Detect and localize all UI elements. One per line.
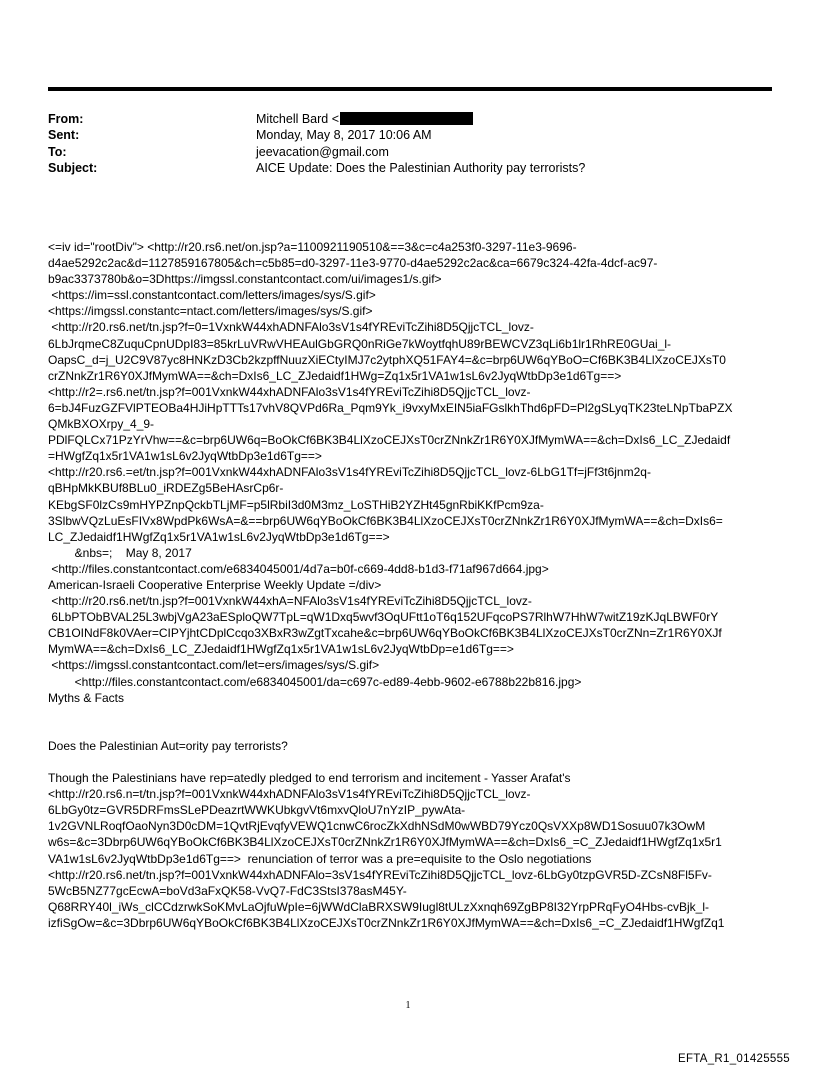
subject-row bbox=[48, 160, 772, 176]
body-line: PDlFQLCx71PzYrVhw==&c=brp6UW6q=BoOkCf6BK3B4LlXzoCEJXsT0crZNnkZr1R6Y0XJfMymWA==&ch=DxIs6_LC_ZJedaidf bbox=[48, 433, 731, 448]
body-line: <http://r20.rs6.net/tn.jsp?f=001VxnkW44xhA=NFAlo3sV1s4fYREviTcZihi8D5QjjcTCL_lovz- bbox=[48, 594, 532, 609]
body-line: izfiSgOw=&c=3Dbrp6UW6qYBoOkCf6BK3B4LlXzoCEJXsT0crZNnkZr1R6Y0XJfMymWA==&ch=DxIs6_=C_ZJedaidf1HWgfZq1 bbox=[48, 915, 725, 930]
body-line: MymWA==&ch=DxIs6_LC_ZJedaidf1HWgfZq1x5r1VA1w1sL6v2JyqWtbDp=e1d6Tg==> bbox=[48, 642, 514, 657]
subject-label: Subject: bbox=[48, 161, 98, 176]
from-value bbox=[256, 111, 772, 127]
subject-value: AICE Update: Does the Palestinian Authority pay terrorists? bbox=[256, 161, 586, 176]
body-line: Though the Palestinians have rep=atedly pledged to end terrorism and incitement - Yasser Arafat's bbox=[48, 771, 571, 786]
body-line: <https://im=ssl.constantcontact.com/letters/images/sys/S.gif> bbox=[48, 288, 376, 303]
to-label: To: bbox=[48, 144, 67, 159]
body-line: <http://r20.rs6.net/tn.jsp?f=001VxnkW44xhADNFAlo=3sV1s4fYREviTcZihi8D5QjjcTCL_lovz-6LbGy0tzpGVR5D-ZCsN8Fl5Fv- bbox=[48, 867, 712, 882]
body-line: b9ac3373780b&o=3Dhttps://imgssl.constantcontact.com/ui/images1/s.gif> bbox=[48, 272, 442, 287]
body-line: 5WcB5NZ77gcEcwA=boVd3aFxQK58-VvQ7-FdC3StsI378asM45Y- bbox=[48, 883, 407, 898]
body-line: &nbs=; May 8, 2017 bbox=[48, 545, 192, 560]
body-line: <https://imgssl.constantc=ntact.com/letters/images/sys/S.gif> bbox=[48, 304, 373, 319]
to-value: jeevacation@gmail.com bbox=[256, 144, 389, 159]
body-line: American-Israeli Cooperative Enterprise Weekly Update =/div> bbox=[48, 577, 382, 592]
body-line: OapsC_d=j_U2C9V87yc8HNKzD3Cb2kzpffNuuzXiECtyIMJ7c2ytphXQ51FAY4=&c=brp6UW6qYBoO=Cf6BK3B4LlXzoCEJXsT0 bbox=[48, 352, 726, 367]
body-line: w6s=&c=3Dbrp6UW6qYBoOkCf6BK3B4LlXzoCEJXsT0crZNnkZr1R6Y0XJfMymWA==&ch=DxIs6_=C_ZJedaidf1HWgfZq1x5r1 bbox=[48, 835, 722, 850]
body-line: 6LbJrqmeC8ZuquCpnUDpI83=85krLuVRwVHEAulGbGRQ0nRiGe7kWoytfqhU89rBEWCVZ3qLi6b1lr1RhRE0GUai_l- bbox=[48, 336, 672, 351]
body-line: =HWgfZq1x5r1VA1w1sL6v2JyqWtbDp3e1d6Tg==> bbox=[48, 449, 322, 464]
body-line: 6=bJ4FuzGZFVlPTEOBa4HJiHpTTTs17vhV8QVPd6Ra_Pqm9Yk_i9vxyMxEIN5iaFGslkhThd6pFD=Pl2gSLyqTK23teLNpTbaPZX bbox=[48, 400, 733, 415]
body-line bbox=[48, 754, 778, 770]
body-line: <http://files.constantcontact.com/e6834045001/da=c697c-ed89-4ebb-9602-e6788b22b816.jpg> bbox=[48, 674, 582, 689]
body-line: <http://r2=.rs6.net/tn.jsp?f=001VxnkW44xhADNFAlo3sV1s4fYREviTcZihi8D5QjjcTCL_lovz- bbox=[48, 384, 531, 399]
from-row bbox=[48, 111, 772, 127]
document-id: EFTA_R1_01425555 bbox=[678, 1053, 790, 1065]
body-line bbox=[48, 722, 778, 738]
body-line: Does the Palestinian Aut=ority pay terrorists? bbox=[48, 738, 288, 753]
sender-name: Mitchell Bard < bbox=[256, 112, 340, 126]
body-line: VA1w1sL6v2JyqWtbDp3e1d6Tg==> renunciation of terror was a pre=equisite to the Oslo negotiations bbox=[48, 851, 592, 866]
body-line: crZNnkZr1R6Y0XJfMymWA==&ch=DxIs6_LC_ZJedaidf1HWg=Zq1x5r1VA1w1sL6v2JyqWtbDp3e1d6Tg==> bbox=[48, 368, 622, 383]
body-line: <http://r20.rs6.net/tn.jsp?f=0=1VxnkW44xhADNFAlo3sV1s4fYREviTcZihi8D5QjjcTCL_lovz- bbox=[48, 320, 534, 335]
body-line: qBHpMkKBUf8BLu0_iRDEZg5BeHAsrCp6r- bbox=[48, 481, 284, 496]
body-line: 6LbGy0tz=GVR5DRFmsSLePDeazrtWWKUbkgvVt6mxvQloU7nYzIP_pywAta- bbox=[48, 803, 466, 818]
body-line: Myths & Facts bbox=[48, 690, 125, 705]
body-line: QMkBXOXrpy_4_9- bbox=[48, 417, 155, 432]
body-line: <http://r20.rs6.=et/tn.jsp?f=001VxnkW44xhADNFAlo3sV1s4fYREviTcZihi8D5QjjcTCL_lovz-6LbG1Tf=jFf3t6jnm2q- bbox=[48, 465, 651, 480]
body-line: d4ae5292c2ac&d=1127859167805&ch=c5b85=d0-3297-11e3-9770-d4ae5292c2ac&ca=6679c324-42fa-4dcf-ac97- bbox=[48, 256, 658, 271]
body-line: <http://files.constantcontact.com/e6834045001/4d7a=b0f-c669-4dd8-b1d3-f71af967d664.jpg> bbox=[48, 561, 549, 576]
sent-label: Sent: bbox=[48, 128, 80, 143]
email-body bbox=[48, 239, 778, 931]
body-line: 3SlbwVQzLuEsFIVx8WpdPk6WsA=&==brp6UW6qYBoOkCf6BK3B4LlXzoCEJXsT0crZNnkZr1R6Y0XJfMymWA==&ch=DxIs6= bbox=[48, 513, 723, 528]
from-label: From: bbox=[48, 112, 84, 126]
body-line: LC_ZJedaidf1HWgfZq1x5r1VA1w1sL6v2JyqWtbDp3e1d6Tg==> bbox=[48, 529, 390, 544]
body-line: Q68RRY40l_iWs_clCCdzrwkSoKMvLaOjfuWpIe=6jWWdClaBRXSW9Iugl8tULzXxnqh69ZgBP8I32YrpPRqFyO4Hbs-cvBjk_l- bbox=[48, 899, 710, 914]
sent-value: Monday, May 8, 2017 10:06 AM bbox=[256, 128, 432, 143]
email-header bbox=[48, 111, 772, 177]
header-rule bbox=[48, 87, 772, 91]
body-line: CB1OINdF8k0VAer=CIPYjhtCDplCcqo3XBxR3wZgtTxcahe&c=brp6UW6qYBoOkCf6BK3B4LlXzoCEJXsT0crZNn=Zr1R6Y0XJf bbox=[48, 626, 722, 641]
body-line: <=iv id="rootDiv"> <http://r20.rs6.net/on.jsp?a=1100921190510&==3&c=c4a253f0-3297-11e3-9696- bbox=[48, 240, 577, 254]
redaction-block bbox=[340, 112, 473, 125]
body-line: 6LbPTObBVAL25L3wbjVgA23aESploQW7TpL=qW1Dxq5wvf3OqUFtt1oT6q152UFqcoPS7RlhW7HhW7witZ19zKJqLBWF0rY bbox=[48, 610, 719, 625]
body-line: <https://imgssl.constantcontact.com/let=ers/images/sys/S.gif> bbox=[48, 658, 380, 673]
sent-row bbox=[48, 127, 772, 143]
body-line: 1v2GVNLRoqfOaoNyn3D0cDM=1QvtRjEvqfyVEWQ1cnwC6rocZkXdhNSdM0wWBD79Ycz0QsVXXp8WD1Sosuu07k3OwM bbox=[48, 819, 706, 834]
body-line bbox=[48, 706, 778, 722]
body-line: <http://r20.rs6.n=t/tn.jsp?f=001VxnkW44xhADNFAlo3sV1s4fYREviTcZihi8D5QjjcTCL_lovz- bbox=[48, 787, 531, 802]
to-row bbox=[48, 144, 772, 160]
page-number: 1 bbox=[405, 1000, 411, 1011]
body-line: KEbgSF0lzCs9mHYPZnpQckbTLjMF=p5lRbiI3d0M3mz_LoSTHiB2YZHt45gnRbiKKfPcm9za- bbox=[48, 497, 544, 512]
